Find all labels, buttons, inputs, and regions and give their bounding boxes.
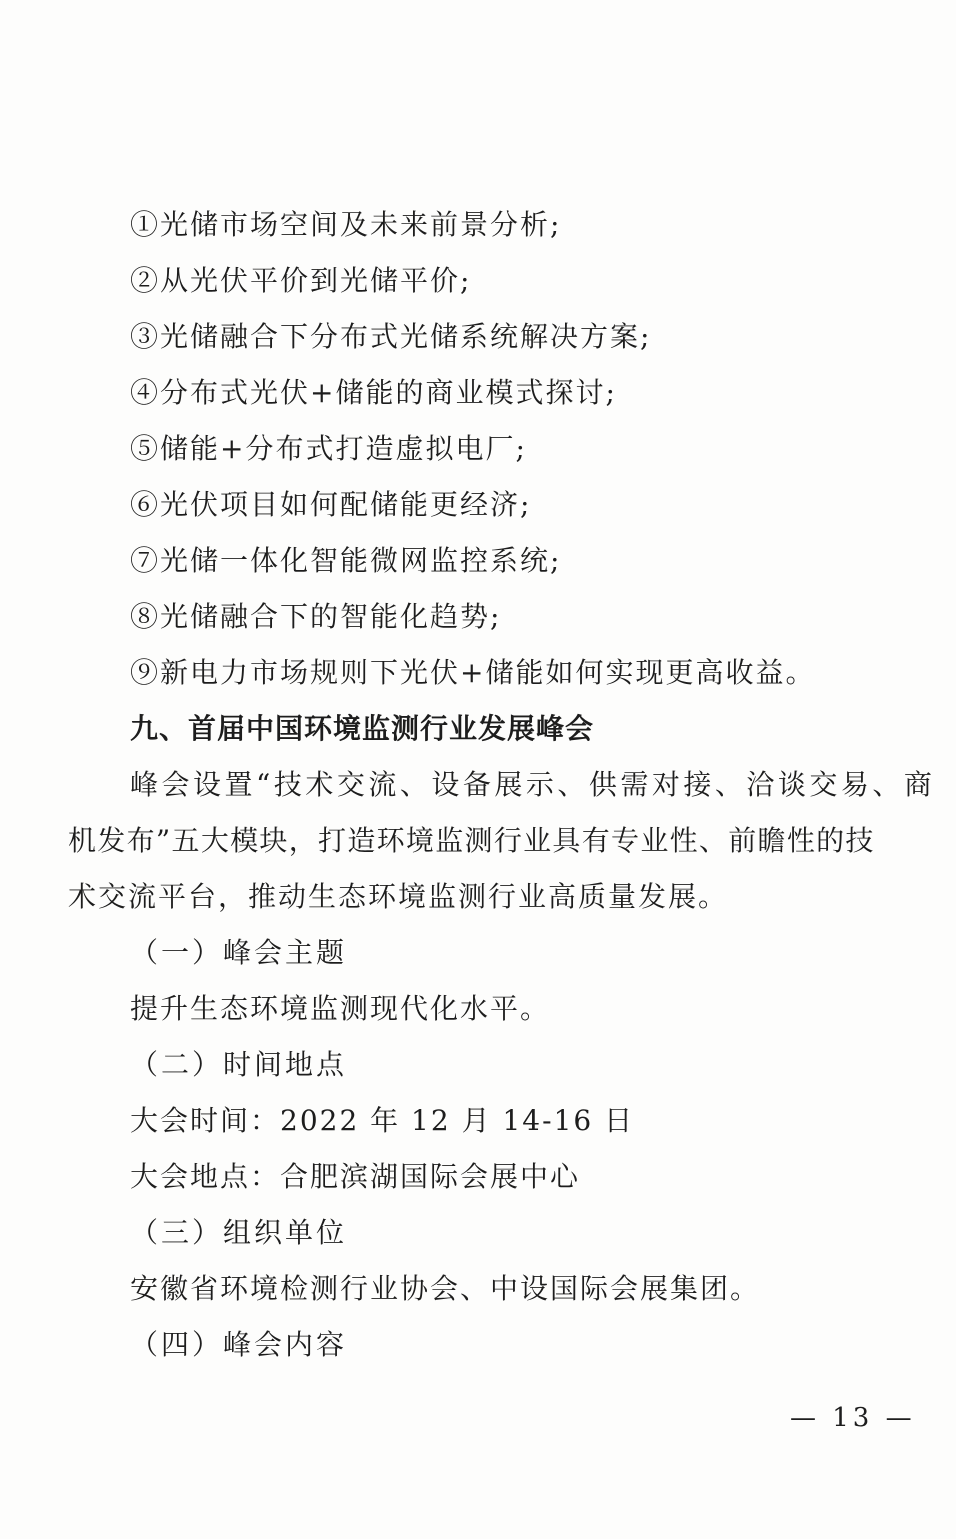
subsection-body: 安徽省环境检测行业协会、中设国际会展集团。 bbox=[130, 1272, 761, 1305]
section-heading: 九、首届中国环境监测行业发展峰会 bbox=[130, 712, 595, 745]
paragraph-line: 机发布”五大模块，打造环境监测行业具有专业性、前瞻性的技 bbox=[68, 824, 875, 857]
page-number: — 13 — bbox=[790, 1403, 916, 1433]
list-item: ②从光伏平价到光储平价; bbox=[130, 264, 472, 297]
list-item: ①光储市场空间及未来前景分析; bbox=[130, 208, 562, 241]
event-place: 大会地点：合肥滨湖国际会展中心 bbox=[130, 1160, 581, 1193]
subsection-body: 提升生态环境监测现代化水平。 bbox=[130, 992, 551, 1025]
subsection-title: （二）时间地点 bbox=[130, 1048, 348, 1081]
list-item: ⑨新电力市场规则下光伏+储能如何实现更高收益。 bbox=[130, 656, 816, 689]
list-item: ⑧光储融合下的智能化趋势; bbox=[130, 600, 502, 633]
paragraph-line: 术交流平台，推动生态环境监测行业高质量发展。 bbox=[68, 880, 729, 913]
event-time: 大会时间：2022 年 12 月 14-16 日 bbox=[130, 1104, 635, 1137]
list-item: ⑦光储一体化智能微网监控系统; bbox=[130, 544, 562, 577]
subsection-title: （四）峰会内容 bbox=[130, 1328, 348, 1361]
list-item: ⑤储能+分布式打造虚拟电厂; bbox=[130, 432, 527, 465]
list-item: ③光储融合下分布式光储系统解决方案; bbox=[130, 320, 652, 353]
paragraph-line: 峰会设置“技术交流、设备展示、供需对接、洽谈交易、商 bbox=[130, 768, 936, 801]
subsection-title: （一）峰会主题 bbox=[130, 936, 348, 969]
list-item: ④分布式光伏+储能的商业模式探讨; bbox=[130, 376, 617, 409]
list-item: ⑥光伏项目如何配储能更经济; bbox=[130, 488, 532, 521]
subsection-title: （三）组织单位 bbox=[130, 1216, 348, 1249]
